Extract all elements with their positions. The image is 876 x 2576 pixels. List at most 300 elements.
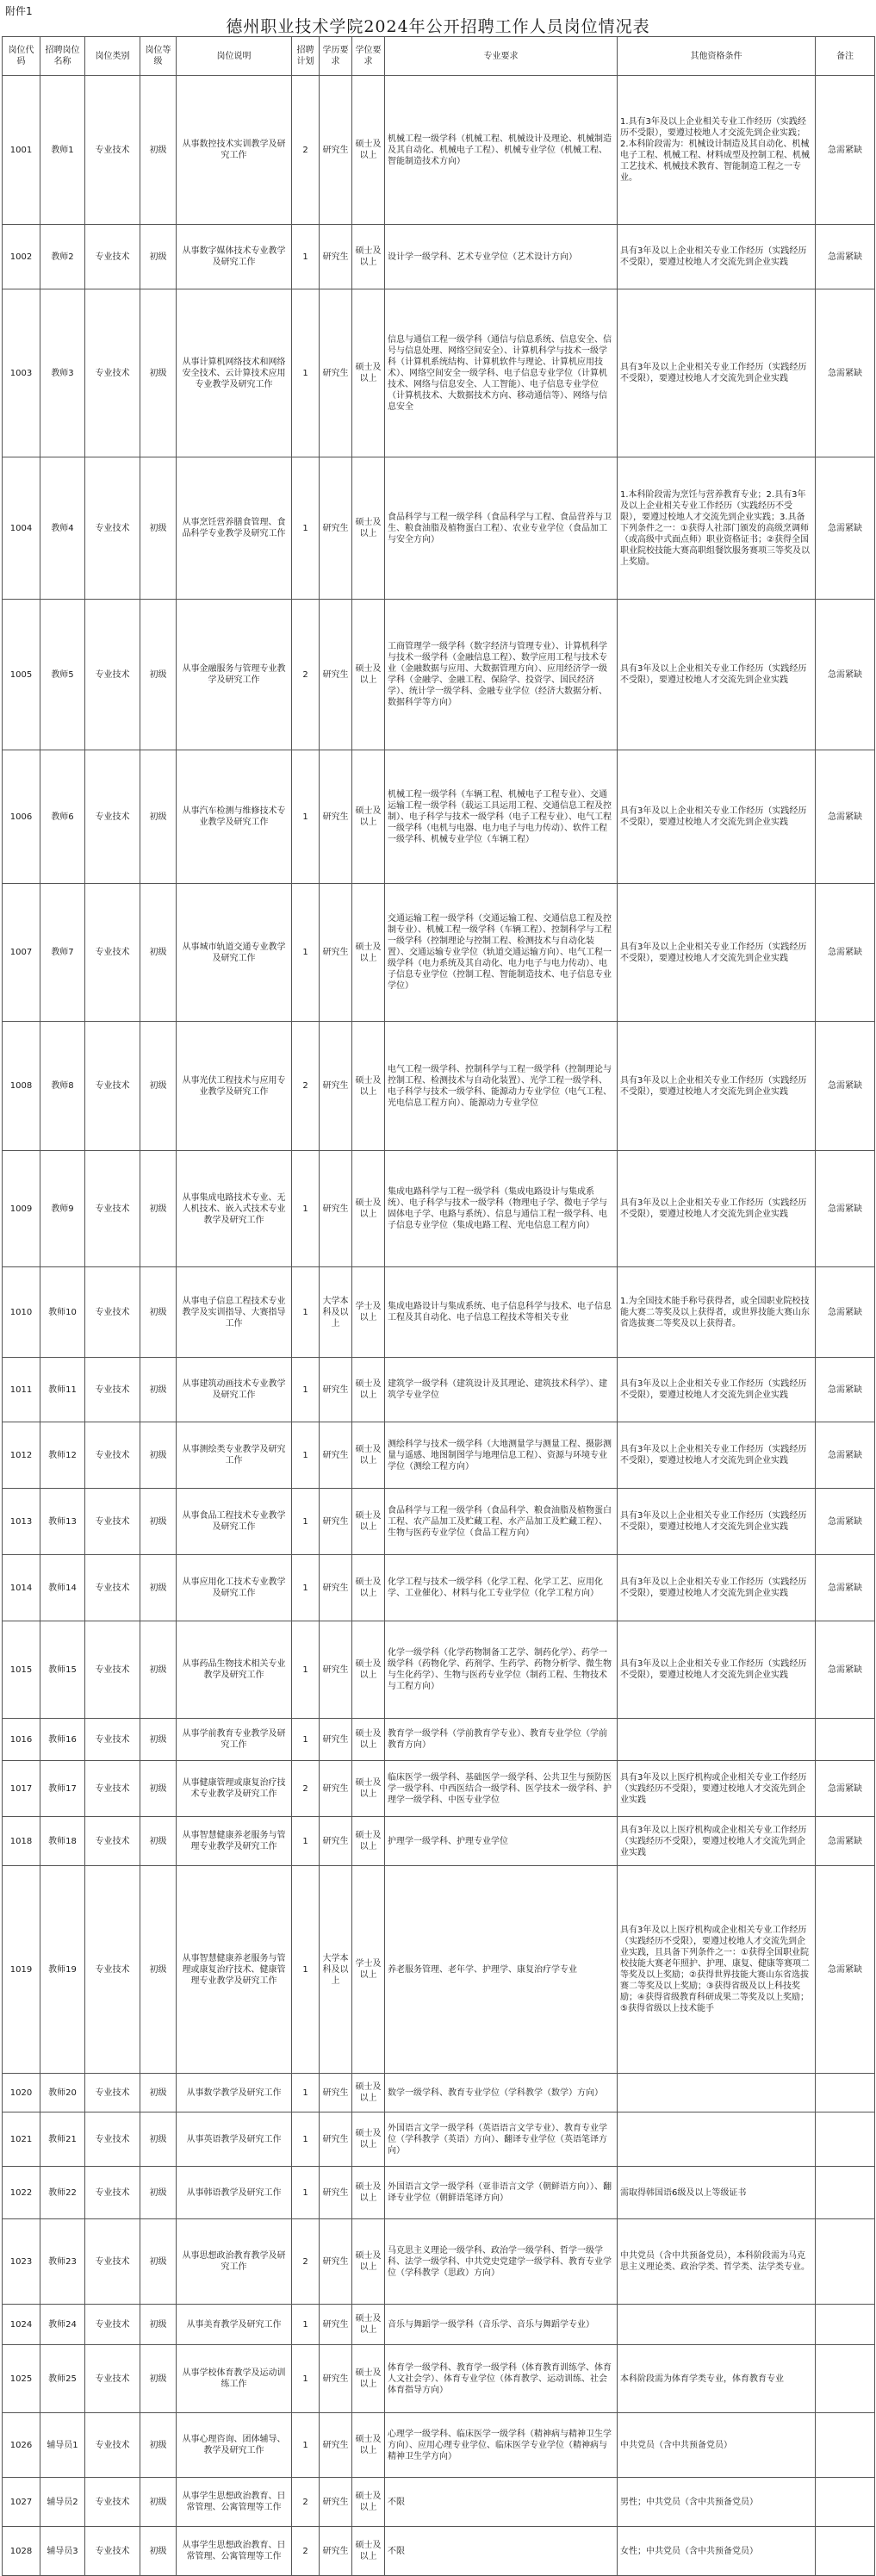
cell-note: 急需紧缺	[816, 1866, 875, 2074]
table-row	[3, 1817, 875, 1866]
cell-code: 1022	[3, 2167, 40, 2219]
cell-major: 心理学一级学科、临床医学一级学科（精神病与精神卫生学方向）、应用心理专业学位、临床医学专业学位（精神病与精神卫生学方向）	[385, 2413, 618, 2478]
cell-name: 辅导员3	[40, 2527, 85, 2576]
cell-major: 临床医学一级学科、基础医学一级学科、公共卫生与预防医学一级学科、中西医结合一级学科、医学技术一级学科、护理学一级学科、中医专业学位	[385, 1761, 618, 1817]
cell-edu: 研究生	[320, 2345, 352, 2413]
cell-other	[618, 2112, 816, 2167]
cell-note: 急需紧缺	[816, 1422, 875, 1489]
cell-edu: 研究生	[320, 2167, 352, 2219]
cell-name: 教师5	[40, 600, 85, 750]
cell-degree: 硕士及以上	[352, 2219, 385, 2305]
cell-code: 1011	[3, 1358, 40, 1422]
header-code: 岗位代码	[3, 37, 40, 76]
cell-category: 专业技术	[85, 1267, 140, 1358]
cell-code: 1012	[3, 1422, 40, 1489]
cell-count: 1	[292, 1151, 320, 1267]
cell-count: 2	[292, 2527, 320, 2576]
cell-count: 1	[292, 1719, 320, 1761]
cell-category: 专业技术	[85, 1022, 140, 1151]
cell-other: 具有3年及以上企业相关专业工作经历（实践经历不受限），要遵过校地人才交流先到企业实践	[618, 884, 816, 1022]
cell-code: 1014	[3, 1555, 40, 1621]
cell-level: 初级	[140, 2345, 177, 2413]
cell-edu: 研究生	[320, 289, 352, 457]
cell-name: 教师7	[40, 884, 85, 1022]
table-row	[3, 2305, 875, 2345]
cell-name: 教师25	[40, 2345, 85, 2413]
table-row	[3, 2219, 875, 2305]
cell-major: 不限	[385, 2527, 618, 2576]
cell-code: 1018	[3, 1817, 40, 1866]
cell-major: 机械工程一级学科（机械工程、机械设计及理论、机械制造及其自动化、机械电子工程）、机械专业学位（机械工程、智能制造技术方向）	[385, 76, 618, 225]
cell-major: 电气工程一级学科、控制科学与工程一级学科（控制理论与控制工程、检测技术与自动化装置）、光学工程一级学科、电子科学与技术一级学科、能源动力专业学位（电气工程、光电信息工程方向）、能源动力专业学位	[385, 1022, 618, 1151]
cell-level: 初级	[140, 2074, 177, 2112]
cell-major: 体育学一级学科、教育学一级学科（体育教育训练学、体育人文社会学）、体育专业学位（体育教学、运动训练、社会体育指导方向）	[385, 2345, 618, 2413]
cell-degree: 硕士及以上	[352, 884, 385, 1022]
table-row	[3, 1022, 875, 1151]
cell-desc: 从事学校体育教学及运动训练工作	[177, 2345, 292, 2413]
cell-desc: 从事数字媒体技术专业教学及研究工作	[177, 225, 292, 289]
cell-name: 教师8	[40, 1022, 85, 1151]
cell-name: 教师22	[40, 2167, 85, 2219]
table-row	[3, 1422, 875, 1489]
table-row	[3, 1866, 875, 2074]
cell-major: 食品科学与工程一级学科（食品科学与工程、食品营养与卫生、粮食油脂及植物蛋白工程）、农业专业学位（食品加工与安全方向）	[385, 457, 618, 600]
cell-count: 1	[292, 1621, 320, 1719]
cell-code: 1025	[3, 2345, 40, 2413]
cell-count: 1	[292, 457, 320, 600]
cell-code: 1028	[3, 2527, 40, 2576]
cell-name: 教师10	[40, 1267, 85, 1358]
table-row	[3, 1761, 875, 1817]
cell-other: 中共党员（含中共预备党员）	[618, 2413, 816, 2478]
positions-table	[2, 36, 875, 2576]
cell-level: 初级	[140, 2112, 177, 2167]
cell-note: 急需紧缺	[816, 457, 875, 600]
cell-code: 1001	[3, 76, 40, 225]
cell-degree: 硕士及以上	[352, 1151, 385, 1267]
cell-other: 具有3年及以上企业相关专业工作经历（实践经历不受限），要遵过校地人才交流先到企业实践	[618, 1022, 816, 1151]
cell-degree: 硕士及以上	[352, 600, 385, 750]
cell-note	[816, 2345, 875, 2413]
cell-major: 教育学一级学科（学前教育学专业）、教育专业学位（学前教育方向）	[385, 1719, 618, 1761]
cell-desc: 从事数学教学及研究工作	[177, 2074, 292, 2112]
cell-degree: 硕士及以上	[352, 1817, 385, 1866]
cell-other: 具有3年及以上医疗机构或企业相关专业工作经历（实践经历不受限），要遵过校地人才交流先到企业实践	[618, 1761, 816, 1817]
cell-code: 1019	[3, 1866, 40, 2074]
cell-desc: 从事思想政治教育教学及研究工作	[177, 2219, 292, 2305]
cell-count: 1	[292, 1358, 320, 1422]
cell-degree: 硕士及以上	[352, 2305, 385, 2345]
cell-degree: 硕士及以上	[352, 2478, 385, 2527]
cell-count: 1	[292, 2167, 320, 2219]
cell-count: 1	[292, 2305, 320, 2345]
cell-desc: 从事学生思想政治教育、日常管理、公寓管理等工作	[177, 2527, 292, 2576]
cell-category: 专业技术	[85, 2478, 140, 2527]
header-desc: 岗位说明	[177, 37, 292, 76]
cell-other: 具有3年及以上医疗机构或企业相关专业工作经历（实践经历不受限），要遵过校地人才交流先到企业实践，且具备下列条件之一：①获得全国职业院校技能大赛老年照护、护理、康复、健康等赛项二等奖及以上奖励；②获得世界技能大赛山东省选拔赛二等奖及以上奖励；③获得省级及以上科技奖励；④获得省级教育科研成果二等奖及以上奖励；⑤获得省级以上技术能手	[618, 1866, 816, 2074]
cell-count: 2	[292, 76, 320, 225]
cell-count: 2	[292, 1761, 320, 1817]
cell-note: 急需紧缺	[816, 1489, 875, 1555]
cell-level: 初级	[140, 1358, 177, 1422]
cell-code: 1008	[3, 1022, 40, 1151]
cell-edu: 研究生	[320, 600, 352, 750]
cell-desc: 从事韩语教学及研究工作	[177, 2167, 292, 2219]
cell-major: 化学工程与技术一级学科（化学工程、化学工艺、应用化学、工业催化）、材料与化工专业学位（化学工程方向）	[385, 1555, 618, 1621]
cell-category: 专业技术	[85, 457, 140, 600]
cell-edu: 研究生	[320, 1761, 352, 1817]
cell-major: 音乐与舞蹈学一级学科（音乐学、音乐与舞蹈学专业）	[385, 2305, 618, 2345]
cell-desc: 从事烹饪营养膳食管理、食品科学专业教学及研究工作	[177, 457, 292, 600]
cell-name: 教师13	[40, 1489, 85, 1555]
cell-desc: 从事药品生物技术相关专业教学及研究工作	[177, 1621, 292, 1719]
cell-category: 专业技术	[85, 225, 140, 289]
cell-count: 2	[292, 2478, 320, 2527]
table-row	[3, 1621, 875, 1719]
cell-major: 护理学一级学科、护理专业学位	[385, 1817, 618, 1866]
cell-level: 初级	[140, 750, 177, 884]
cell-desc: 从事光伏工程技术与应用专业教学及研究工作	[177, 1022, 292, 1151]
cell-other	[618, 1719, 816, 1761]
cell-name: 教师11	[40, 1358, 85, 1422]
cell-name: 教师21	[40, 2112, 85, 2167]
cell-note: 急需紧缺	[816, 1817, 875, 1866]
cell-degree: 硕士及以上	[352, 1761, 385, 1817]
table-row	[3, 289, 875, 457]
cell-edu: 研究生	[320, 1621, 352, 1719]
cell-degree: 硕士及以上	[352, 2074, 385, 2112]
cell-desc: 从事美育教学及研究工作	[177, 2305, 292, 2345]
cell-code: 1013	[3, 1489, 40, 1555]
cell-major: 不限	[385, 2478, 618, 2527]
cell-degree: 硕士及以上	[352, 76, 385, 225]
table-row	[3, 1489, 875, 1555]
table-row	[3, 1555, 875, 1621]
cell-edu: 研究生	[320, 76, 352, 225]
cell-other: 1.具有3年及以上企业相关专业工作经历（实践经历不受限），要遵过校地人才交流先到企业实践；2.本科阶段需为：机械设计制造及其自动化、机械电子工程、机械工程、材料成型及控制工程、机械工艺技术、机械技术教育、智能制造工程之一专业。	[618, 76, 816, 225]
header-note: 备注	[816, 37, 875, 76]
cell-other: 1.本科阶段需为烹饪与营养教育专业；2.具有3年及以上企业相关专业工作经历（实践经历不受限），要遵过校地人才交流先到企业实践；3.具备下列条件之一：①获得人社部门颁发的高级烹调师（或高级中式面点师）职业资格证书；②获得全国职业院校技能大赛高职组餐饮服务赛项三等奖及以上奖励。	[618, 457, 816, 600]
cell-note	[816, 2112, 875, 2167]
table-header-row	[3, 37, 875, 76]
cell-edu: 研究生	[320, 2219, 352, 2305]
cell-level: 初级	[140, 2167, 177, 2219]
cell-degree: 硕士及以上	[352, 1489, 385, 1555]
cell-count: 1	[292, 2413, 320, 2478]
cell-desc: 从事数控技术实训教学及研究工作	[177, 76, 292, 225]
cell-desc: 从事食品工程技术专业教学及研究工作	[177, 1489, 292, 1555]
cell-degree: 硕士及以上	[352, 750, 385, 884]
cell-desc: 从事集成电路技术专业、无人机技术、嵌入式技术专业教学及研究工作	[177, 1151, 292, 1267]
cell-code: 1024	[3, 2305, 40, 2345]
cell-degree: 硕士及以上	[352, 1358, 385, 1422]
cell-category: 专业技术	[85, 750, 140, 884]
cell-desc: 从事应用化工技术专业教学及研究工作	[177, 1555, 292, 1621]
cell-note	[816, 2527, 875, 2576]
cell-count: 1	[292, 884, 320, 1022]
table-row	[3, 1267, 875, 1358]
cell-degree: 硕士及以上	[352, 457, 385, 600]
cell-major: 集成电路设计与集成系统、电子信息科学与技术、电子信息工程及其自动化、电子信息工程技术等相关专业	[385, 1267, 618, 1358]
cell-desc: 从事智慧健康养老服务与管理专业教学及研究工作	[177, 1817, 292, 1866]
cell-other: 具有3年及以上企业相关专业工作经历（实践经历不受限），要遵过校地人才交流先到企业实践	[618, 600, 816, 750]
cell-degree: 硕士及以上	[352, 1022, 385, 1151]
cell-name: 教师17	[40, 1761, 85, 1817]
cell-category: 专业技术	[85, 1761, 140, 1817]
cell-major: 建筑学一级学科（建筑设计及其理论、建筑技术科学）、建筑学专业学位	[385, 1358, 618, 1422]
cell-major: 信息与通信工程一级学科（通信与信息系统、信息安全、信号与信息处理、网络空间安全）、计算机科学与技术一级学科（计算机系统结构、计算机软件与理论、计算机应用技术）、网络空间安全一级学科、电子信息专业学位（计算机技术、网络与信息安全、人工智能）、电子信息专业学位（计算机技术、大数据技术方向、移动通信等）、网络与信息安全	[385, 289, 618, 457]
cell-other: 1.为全国技术能手称号获得者，或全国职业院校技能大赛二等奖及以上获得者，或世界技能大赛山东省选拔赛二等奖及以上获得者。	[618, 1267, 816, 1358]
cell-major: 外国语言文学一级学科（英语语言文学专业）、教育专业学位（学科教学（英语）方向）、翻译专业学位（英语笔译方向）	[385, 2112, 618, 2167]
cell-degree: 硕士及以上	[352, 2413, 385, 2478]
cell-degree: 硕士及以上	[352, 1422, 385, 1489]
cell-category: 专业技术	[85, 2112, 140, 2167]
cell-count: 1	[292, 1422, 320, 1489]
cell-note: 急需紧缺	[816, 1621, 875, 1719]
cell-edu: 研究生	[320, 457, 352, 600]
cell-edu: 研究生	[320, 1358, 352, 1422]
table-row	[3, 600, 875, 750]
cell-category: 专业技术	[85, 1151, 140, 1267]
cell-note	[816, 2167, 875, 2219]
cell-note	[816, 2413, 875, 2478]
cell-category: 专业技术	[85, 1817, 140, 1866]
cell-degree: 硕士及以上	[352, 2112, 385, 2167]
cell-category: 专业技术	[85, 600, 140, 750]
cell-code: 1006	[3, 750, 40, 884]
cell-major: 工商管理学一级学科（数字经济与管理专业）、计算机科学与技术一级学科（金融信息工程）、数学应用工程与技术专业（金融数据与应用、大数据管理方向）、应用经济学一级学科（金融学、金融工程、保险学、投资学、国民经济学）、统计学一级学科、金融专业学位（经济大数据分析、数据科学等方向）	[385, 600, 618, 750]
header-degree: 学位要求	[352, 37, 385, 76]
cell-major: 机械工程一级学科（车辆工程、机械电子工程专业）、交通运输工程一级学科（载运工具运用工程、交通信息工程及控制）、电子科学与技术一级学科（电子工程专业）、电气工程一级学科（电机与电器、电力电子与电力传动）、软件工程一级学科、机械专业学位（车辆工程）	[385, 750, 618, 884]
cell-edu: 大学本科及以上	[320, 1267, 352, 1358]
cell-count: 1	[292, 2345, 320, 2413]
cell-other: 中共党员（含中共预备党员），本科阶段需为马克思主义理论类、政治学类、哲学类、法学类专业。	[618, 2219, 816, 2305]
cell-major: 设计学一级学科、艺术专业学位（艺术设计方向）	[385, 225, 618, 289]
cell-code: 1003	[3, 289, 40, 457]
cell-code: 1004	[3, 457, 40, 600]
cell-level: 初级	[140, 1422, 177, 1489]
cell-name: 教师3	[40, 289, 85, 457]
cell-edu: 研究生	[320, 884, 352, 1022]
cell-level: 初级	[140, 2478, 177, 2527]
cell-count: 2	[292, 2219, 320, 2305]
cell-category: 专业技术	[85, 2074, 140, 2112]
cell-major: 交通运输工程一级学科（交通运输工程、交通信息工程及控制专业）、机械工程一级学科（车辆工程）、控制科学与工程一级学科（控制理论与控制工程、检测技术与自动化装置）、交通运输专业学位（轨道交通运输方向）、电气工程一级学科（电力系统及其自动化、电力电子与电力传动）、电子信息专业学位（控制工程、智能制造技术、电子信息专业学位）	[385, 884, 618, 1022]
cell-level: 初级	[140, 1761, 177, 1817]
cell-level: 初级	[140, 2305, 177, 2345]
cell-category: 专业技术	[85, 2219, 140, 2305]
cell-code: 1010	[3, 1267, 40, 1358]
cell-category: 专业技术	[85, 2413, 140, 2478]
cell-count: 1	[292, 225, 320, 289]
cell-edu: 研究生	[320, 2413, 352, 2478]
cell-desc: 从事学前教育专业教学及研究工作	[177, 1719, 292, 1761]
cell-category: 专业技术	[85, 2305, 140, 2345]
cell-code: 1005	[3, 600, 40, 750]
cell-major: 测绘科学与技术一级学科（大地测量学与测量工程、摄影测量与遥感、地图制图学与地理信息工程）、资源与环境专业学位（测绘工程方向）	[385, 1422, 618, 1489]
cell-category: 专业技术	[85, 1422, 140, 1489]
table-row	[3, 884, 875, 1022]
header-major: 专业要求	[385, 37, 618, 76]
table-row	[3, 2527, 875, 2576]
cell-count: 1	[292, 1489, 320, 1555]
table-body	[3, 76, 875, 2576]
table-row	[3, 2345, 875, 2413]
cell-degree: 硕士及以上	[352, 289, 385, 457]
header-level: 岗位等级	[140, 37, 177, 76]
cell-other: 具有3年及以上企业相关专业工作经历（实践经历不受限），要遵过校地人才交流先到企业实践	[618, 1151, 816, 1267]
cell-count: 2	[292, 1022, 320, 1151]
attachment-label: 附件1	[5, 5, 33, 17]
cell-edu: 研究生	[320, 1151, 352, 1267]
cell-degree: 硕士及以上	[352, 1555, 385, 1621]
cell-edu: 研究生	[320, 1817, 352, 1866]
cell-edu: 研究生	[320, 2478, 352, 2527]
cell-note: 急需紧缺	[816, 600, 875, 750]
table-row	[3, 750, 875, 884]
table-row	[3, 457, 875, 600]
cell-count: 2	[292, 600, 320, 750]
cell-code: 1027	[3, 2478, 40, 2527]
cell-count: 1	[292, 2074, 320, 2112]
cell-category: 专业技术	[85, 1621, 140, 1719]
cell-edu: 研究生	[320, 2074, 352, 2112]
cell-major: 养老服务管理、老年学、护理学、康复治疗学专业	[385, 1866, 618, 2074]
cell-level: 初级	[140, 1555, 177, 1621]
cell-level: 初级	[140, 1817, 177, 1866]
cell-level: 初级	[140, 884, 177, 1022]
cell-desc: 从事测绘类专业教学及研究工作	[177, 1422, 292, 1489]
cell-code: 1002	[3, 225, 40, 289]
cell-desc: 从事金融服务与管理专业教学及研究工作	[177, 600, 292, 750]
cell-edu: 研究生	[320, 1555, 352, 1621]
cell-other	[618, 2074, 816, 2112]
cell-name: 教师18	[40, 1817, 85, 1866]
cell-name: 辅导员1	[40, 2413, 85, 2478]
table-row	[3, 2167, 875, 2219]
cell-note: 急需紧缺	[816, 1555, 875, 1621]
cell-code: 1007	[3, 884, 40, 1022]
cell-level: 初级	[140, 2219, 177, 2305]
cell-other: 具有3年及以上企业相关专业工作经历（实践经历不受限），要遵过校地人才交流先到企业实践	[618, 1555, 816, 1621]
cell-category: 专业技术	[85, 1719, 140, 1761]
cell-level: 初级	[140, 1719, 177, 1761]
cell-category: 专业技术	[85, 1358, 140, 1422]
cell-count: 1	[292, 1866, 320, 2074]
cell-level: 初级	[140, 1489, 177, 1555]
cell-name: 教师20	[40, 2074, 85, 2112]
cell-major: 集成电路科学与工程一级学科（集成电路设计与集成系统）、电子科学与技术一级学科（物理电子学、微电子学与固体电子学、电路与系统）、信息与通信工程一级学科、电子信息专业学位（集成电路工程、光电信息工程方向）	[385, 1151, 618, 1267]
table-row	[3, 1358, 875, 1422]
cell-major: 马克思主义理论一级学科、政治学一级学科、哲学一级学科、法学一级学科、中共党史党建学一级学科、教育专业学位（学科教学（思政）方向）	[385, 2219, 618, 2305]
cell-code: 1020	[3, 2074, 40, 2112]
cell-name: 教师19	[40, 1866, 85, 2074]
cell-name: 教师24	[40, 2305, 85, 2345]
cell-edu: 研究生	[320, 1489, 352, 1555]
cell-desc: 从事心理咨询、团体辅导、教学及研究工作	[177, 2413, 292, 2478]
cell-level: 初级	[140, 2413, 177, 2478]
table-row	[3, 225, 875, 289]
cell-name: 教师15	[40, 1621, 85, 1719]
cell-category: 专业技术	[85, 1866, 140, 2074]
cell-level: 初级	[140, 1022, 177, 1151]
table-row	[3, 1151, 875, 1267]
header-category: 岗位类别	[85, 37, 140, 76]
cell-level: 初级	[140, 1866, 177, 2074]
cell-other: 具有3年及以上企业相关专业工作经历（实践经历不受限），要遵过校地人才交流先到企业实践	[618, 750, 816, 884]
cell-name: 教师2	[40, 225, 85, 289]
cell-degree: 硕士及以上	[352, 1719, 385, 1761]
cell-edu: 研究生	[320, 1422, 352, 1489]
cell-code: 1017	[3, 1761, 40, 1817]
cell-major: 数学一级学科、教育专业学位（学科教学（数学）方向）	[385, 2074, 618, 2112]
cell-count: 1	[292, 289, 320, 457]
cell-major: 外国语言文学一级学科（亚非语言文学（朝鲜语方向））、翻译专业学位（朝鲜语笔译方向）	[385, 2167, 618, 2219]
cell-code: 1023	[3, 2219, 40, 2305]
header-count: 招聘计划	[292, 37, 320, 76]
cell-code: 1009	[3, 1151, 40, 1267]
cell-note	[816, 2219, 875, 2305]
cell-degree: 学士及以上	[352, 1267, 385, 1358]
cell-code: 1015	[3, 1621, 40, 1719]
header-other: 其他资格条件	[618, 37, 816, 76]
table-row	[3, 2478, 875, 2527]
cell-category: 专业技术	[85, 1489, 140, 1555]
cell-other: 男性；中共党员（含中共预备党员）	[618, 2478, 816, 2527]
cell-note	[816, 2478, 875, 2527]
cell-desc: 从事城市轨道交通专业教学及研究工作	[177, 884, 292, 1022]
cell-desc: 从事健康管理或康复治疗技术专业教学及研究工作	[177, 1761, 292, 1817]
cell-name: 辅导员2	[40, 2478, 85, 2527]
cell-desc: 从事建筑动画技术专业教学及研究工作	[177, 1358, 292, 1422]
cell-note: 急需紧缺	[816, 76, 875, 225]
cell-category: 专业技术	[85, 76, 140, 225]
cell-other: 需取得韩国语6级及以上等级证书	[618, 2167, 816, 2219]
cell-category: 专业技术	[85, 2527, 140, 2576]
cell-note	[816, 1719, 875, 1761]
cell-name: 教师12	[40, 1422, 85, 1489]
cell-degree: 学士及以上	[352, 1866, 385, 2074]
cell-degree: 硕士及以上	[352, 2167, 385, 2219]
cell-edu: 研究生	[320, 2305, 352, 2345]
cell-level: 初级	[140, 1151, 177, 1267]
cell-note: 急需紧缺	[816, 1267, 875, 1358]
cell-count: 1	[292, 750, 320, 884]
cell-desc: 从事电子信息工程技术专业教学及实训指导、大赛指导工作	[177, 1267, 292, 1358]
cell-desc: 从事汽车检测与维修技术专业教学及研究工作	[177, 750, 292, 884]
cell-note: 急需紧缺	[816, 1761, 875, 1817]
cell-level: 初级	[140, 289, 177, 457]
cell-level: 初级	[140, 225, 177, 289]
table-row	[3, 76, 875, 225]
cell-category: 专业技术	[85, 2345, 140, 2413]
cell-note: 急需紧缺	[816, 225, 875, 289]
cell-category: 专业技术	[85, 2167, 140, 2219]
table-row	[3, 2074, 875, 2112]
cell-name: 教师4	[40, 457, 85, 600]
cell-other: 具有3年及以上企业相关专业工作经历（实践经历不受限），要遵过校地人才交流先到企业实践	[618, 1621, 816, 1719]
cell-edu: 大学本科及以上	[320, 1866, 352, 2074]
cell-note: 急需紧缺	[816, 884, 875, 1022]
table-row	[3, 1719, 875, 1761]
cell-edu: 研究生	[320, 2112, 352, 2167]
cell-count: 1	[292, 1817, 320, 1866]
cell-other: 具有3年及以上企业相关专业工作经历（实践经历不受限），要遵过校地人才交流先到企业实践	[618, 1489, 816, 1555]
cell-count: 1	[292, 2112, 320, 2167]
cell-note: 急需紧缺	[816, 289, 875, 457]
cell-note: 急需紧缺	[816, 750, 875, 884]
cell-other: 具有3年及以上企业相关专业工作经历（实践经历不受限），要遵过校地人才交流先到企业实践	[618, 1358, 816, 1422]
